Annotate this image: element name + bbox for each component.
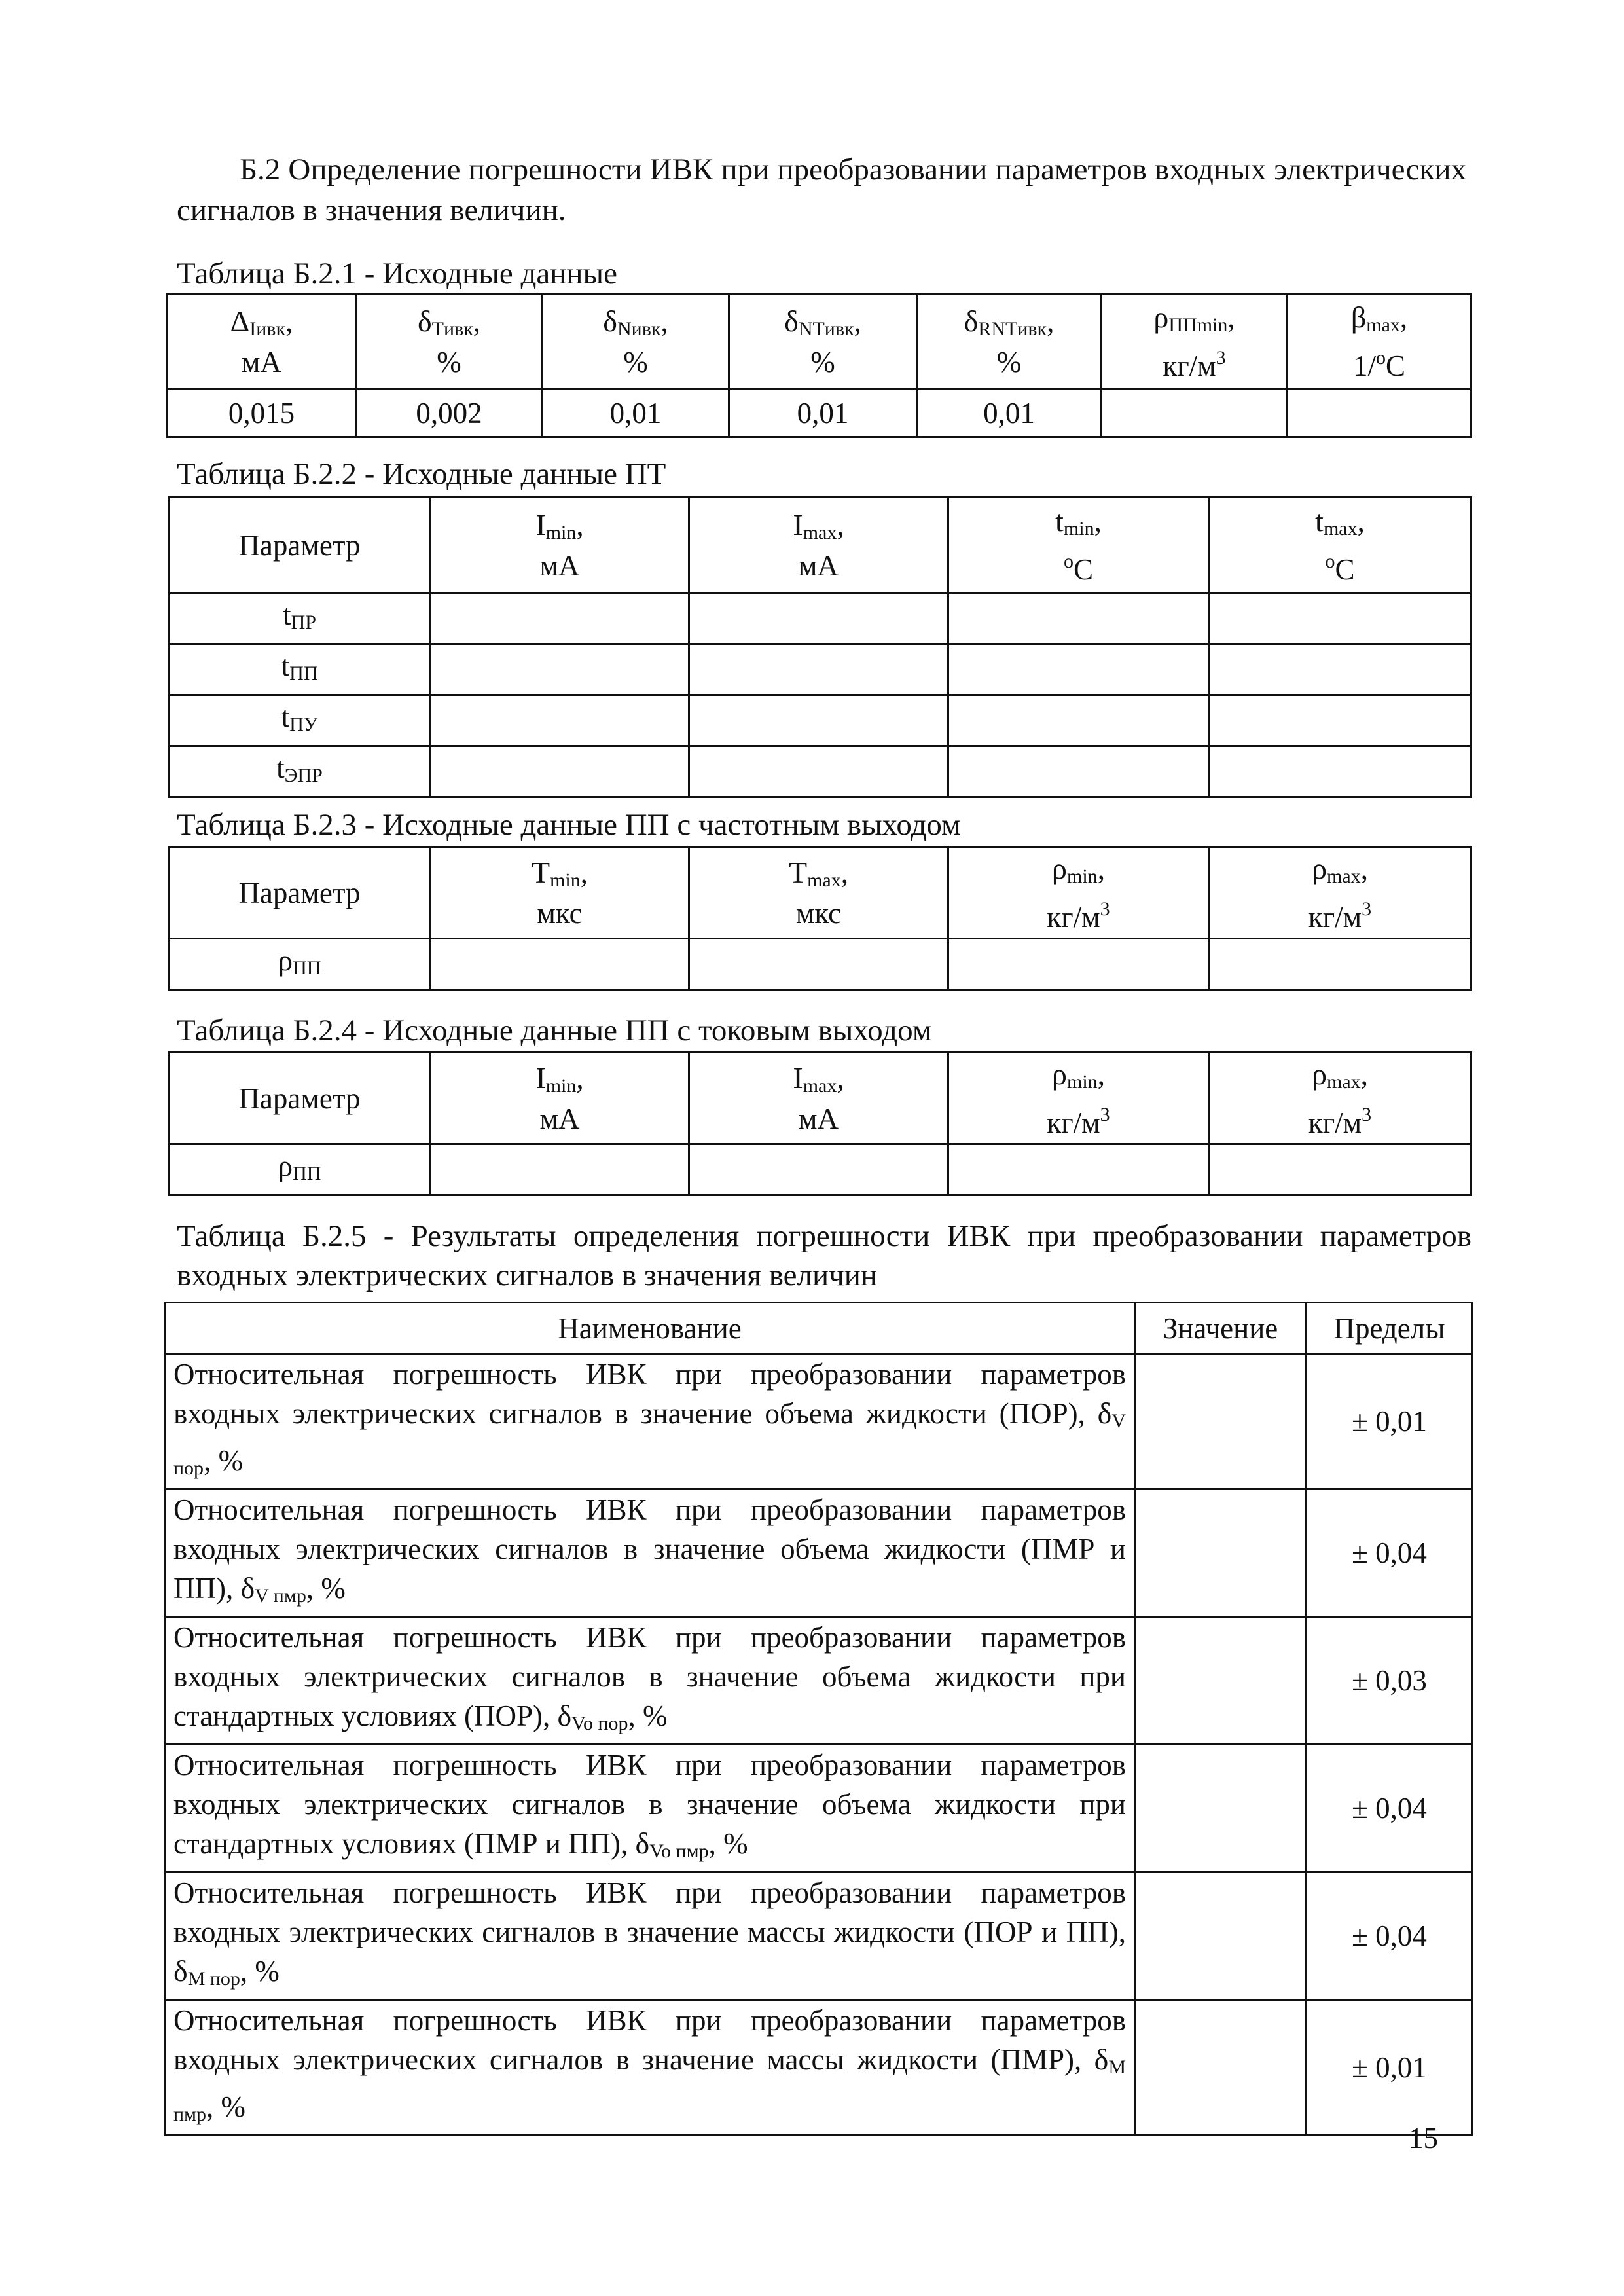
t1-header-unit: [1292, 342, 1466, 382]
t3-row: [169, 939, 1471, 990]
t2-header-unit: [1214, 545, 1466, 586]
parameter-symbol: ρ: [278, 943, 293, 977]
t1-header-symbol: [547, 305, 724, 346]
t5-row-value: [1135, 1745, 1307, 1872]
parameter-subscript: ПР: [291, 611, 316, 633]
t5-row: [165, 1745, 1473, 1872]
t5-row-tail: , %: [306, 1572, 346, 1605]
t2-header-1: [689, 498, 948, 593]
t3-row-parameter: [169, 939, 431, 990]
t3-header-unit: [435, 897, 684, 930]
t3-empty-cell: [431, 939, 689, 990]
t5-row-name: [165, 1872, 1135, 2000]
symbol-comma: ,: [1097, 1057, 1105, 1091]
t4-header-3: [1209, 1053, 1471, 1144]
t3-header-unit: [694, 897, 943, 930]
symbol: I: [793, 507, 803, 541]
t5-row: [165, 1489, 1473, 1617]
t3-header-3: [1209, 847, 1471, 939]
t4-header-parameter: Параметр: [169, 1053, 431, 1144]
parameter-symbol: t: [281, 649, 290, 682]
t5-row-name: [165, 1354, 1135, 1489]
t5-row-tail: , %: [708, 1827, 748, 1860]
symbol-comma: ,: [837, 508, 844, 541]
t5-row-name: [165, 1617, 1135, 1745]
t3-header-0: [431, 847, 689, 939]
t5-row-symbol: δ: [173, 1954, 188, 1988]
unit: мА: [799, 1102, 839, 1135]
symbol: δ: [417, 304, 432, 338]
t1-value-cell: 0,002: [356, 390, 543, 437]
t2-header-unit: [694, 549, 943, 582]
symbol: T: [531, 855, 550, 889]
symbol: I: [535, 507, 546, 541]
parameter-symbol: t: [281, 700, 290, 733]
symbol: t: [1315, 503, 1324, 538]
unit-superscript: o: [1325, 550, 1335, 572]
unit: мА: [539, 549, 580, 582]
table-b23: [168, 846, 1472, 991]
t5-row-subscript: M пор: [187, 1968, 240, 1990]
t1-value-cell: 0,01: [729, 390, 917, 437]
symbol-comma: ,: [840, 856, 848, 889]
symbol: T: [788, 855, 808, 889]
parameter-subscript: ПП: [293, 957, 321, 979]
symbol-subscript: max: [803, 1074, 837, 1097]
t3-header-unit: [1214, 893, 1466, 934]
t2-row: [169, 593, 1471, 644]
symbol-comma: ,: [285, 305, 293, 338]
symbol-subscript: max: [1327, 865, 1361, 887]
t5-row-name: [165, 1745, 1135, 1872]
symbol-comma: ,: [1047, 305, 1055, 338]
symbol-subscript: max: [1366, 314, 1400, 336]
unit: %: [810, 346, 835, 378]
unit: кг/м: [1163, 350, 1216, 382]
t5-row-symbol: δ: [1094, 2043, 1109, 2076]
t3-header-parameter: Параметр: [169, 847, 431, 939]
t4-header-symbol: [1214, 1058, 1466, 1099]
t1-header-1: [356, 295, 543, 390]
unit-superscript: o: [1376, 347, 1386, 369]
symbol-subscript: Nивк: [617, 318, 661, 340]
t4-header-unit: [953, 1099, 1204, 1139]
t2-row: [169, 695, 1471, 746]
unit: мА: [242, 346, 281, 378]
symbol-comma: ,: [660, 305, 668, 338]
t1-header-5: [1102, 295, 1288, 390]
t2-header-unit: [435, 549, 684, 582]
t3-header-1: [689, 847, 948, 939]
unit: %: [996, 346, 1022, 378]
t5-row-subscript: V пор: [173, 1410, 1126, 1479]
unit: 1/: [1352, 350, 1376, 382]
symbol: δ: [784, 304, 799, 338]
t2-empty-cell: [689, 593, 948, 644]
t5-row-value: [1135, 1489, 1307, 1617]
symbol-subscript: max: [1327, 1070, 1361, 1093]
symbol-subscript: min: [1067, 865, 1098, 887]
t5-row-subscript: Vo пор: [571, 1713, 628, 1734]
t1-value-cell: 0,01: [543, 390, 729, 437]
symbol: ρ: [1052, 851, 1068, 885]
unit-superscript: o: [1063, 550, 1074, 572]
t2-empty-cell: [948, 644, 1209, 695]
unit: кг/м: [1047, 1106, 1100, 1139]
t5-row-value: [1135, 1354, 1307, 1489]
table-b25: [164, 1302, 1473, 2136]
symbol: δ: [964, 304, 979, 338]
t1-header-symbol: [1292, 301, 1466, 342]
t5-row-tail: , %: [206, 2090, 246, 2123]
unit: %: [437, 346, 461, 378]
t1-value-cell: [1288, 390, 1471, 437]
t4-header-symbol: [435, 1062, 684, 1102]
table-b24-caption: Таблица Б.2.4 - Исходные данные ПП с токовым выходом: [177, 1013, 932, 1048]
page-number: 15: [1409, 2122, 1438, 2155]
t3-header-unit: [953, 893, 1204, 934]
t5-row-text: Относительная погрешность ИВК при преобразовании параметров входных электрических сигналов в значение массы жидкости (ПМР),: [173, 2004, 1126, 2076]
symbol-subscript: max: [807, 869, 841, 891]
unit-tail: C: [1386, 350, 1406, 382]
t1-header-unit: [172, 346, 351, 378]
t4-header-2: [948, 1053, 1209, 1144]
t2-empty-cell: [689, 746, 948, 797]
t1-header-symbol: [172, 305, 351, 346]
symbol: Δ: [230, 304, 250, 338]
t2-empty-cell: [431, 746, 689, 797]
t5-row-tail: , %: [240, 1955, 280, 1988]
table-b24: [168, 1051, 1472, 1196]
parameter-subscript: ПП: [289, 662, 318, 684]
table-b22-caption: Таблица Б.2.2 - Исходные данные ПТ: [177, 457, 666, 491]
symbol-comma: ,: [1097, 852, 1105, 885]
t4-header-symbol: [953, 1058, 1204, 1099]
t1-header-symbol: [922, 305, 1096, 346]
t5-header-name: Наименование: [165, 1303, 1135, 1354]
unit: мкс: [795, 896, 842, 930]
unit-superscript: 3: [1216, 347, 1226, 369]
t5-row-subscript: V пмр: [255, 1585, 306, 1607]
symbol-comma: ,: [576, 1061, 584, 1095]
t2-empty-cell: [1209, 644, 1471, 695]
t5-row-limit: ± 0,03: [1307, 1617, 1473, 1745]
t5-row-value: [1135, 1872, 1307, 2000]
t5-row-symbol: δ: [635, 1827, 650, 1860]
t2-row-parameter: [169, 746, 431, 797]
t1-header-symbol: [361, 305, 537, 346]
t5-row-value: [1135, 1617, 1307, 1745]
t2-empty-cell: [948, 746, 1209, 797]
unit-tail: C: [1335, 553, 1355, 586]
t2-header-parameter: Параметр: [169, 498, 431, 593]
t4-header-unit: [1214, 1099, 1466, 1139]
t5-row-limit: ± 0,04: [1307, 1872, 1473, 2000]
unit: кг/м: [1047, 900, 1100, 934]
t4-header-0: [431, 1053, 689, 1144]
t2-header-symbol: [694, 509, 943, 549]
t2-header-symbol: [953, 505, 1204, 545]
t2-empty-cell: [689, 695, 948, 746]
t2-empty-cell: [948, 695, 1209, 746]
symbol-subscript: min: [550, 869, 581, 891]
t5-header-value: Значение: [1135, 1303, 1307, 1354]
t5-row-limit: ± 0,01: [1307, 2000, 1473, 2136]
t1-header-unit: [1106, 342, 1282, 382]
symbol-comma: ,: [1094, 504, 1102, 538]
t5-row-subscript: M пмр: [173, 2056, 1126, 2125]
t2-row-parameter: [169, 695, 431, 746]
symbol-comma: ,: [1360, 852, 1368, 885]
t1-value-cell: 0,01: [917, 390, 1102, 437]
t1-header-2: [543, 295, 729, 390]
t1-header-unit: [734, 346, 912, 378]
symbol-subscript: Tивк: [431, 318, 473, 340]
unit: мкс: [537, 896, 583, 930]
t3-header-symbol: [953, 852, 1204, 893]
t2-empty-cell: [948, 593, 1209, 644]
t5-row: [165, 1617, 1473, 1745]
symbol-comma: ,: [837, 1061, 844, 1095]
symbol-comma: ,: [1360, 1057, 1368, 1091]
symbol-subscript: ППmin: [1168, 314, 1228, 336]
t5-row-limit: ± 0,04: [1307, 1489, 1473, 1617]
symbol-comma: ,: [1227, 301, 1235, 334]
t2-row-parameter: [169, 644, 431, 695]
parameter-subscript: ЭПР: [284, 764, 323, 786]
t1-header-symbol: [1106, 301, 1282, 342]
table-b21: [166, 293, 1472, 438]
t5-header-limits: Пределы: [1307, 1303, 1473, 1354]
unit: мА: [539, 1102, 580, 1135]
t4-empty-cell: [689, 1144, 948, 1195]
symbol: I: [535, 1061, 546, 1095]
t3-empty-cell: [948, 939, 1209, 990]
symbol-subscript: NTивк: [798, 318, 854, 340]
symbol-comma: ,: [576, 508, 584, 541]
symbol-subscript: min: [1063, 517, 1094, 539]
t2-empty-cell: [689, 644, 948, 695]
symbol-subscript: max: [1323, 517, 1358, 539]
t5-row-tail: , %: [204, 1444, 244, 1477]
t4-empty-cell: [948, 1144, 1209, 1195]
unit: кг/м: [1308, 1106, 1362, 1139]
symbol-comma: ,: [580, 856, 588, 889]
t2-header-2: [948, 498, 1209, 593]
t2-empty-cell: [431, 644, 689, 695]
t4-row: [169, 1144, 1471, 1195]
t3-empty-cell: [1209, 939, 1471, 990]
symbol-subscript: RNTивк: [978, 318, 1047, 340]
t3-header-symbol: [694, 856, 943, 897]
section-heading: Б.2 Определение погрешности ИВК при преобразовании параметров входных электрических сигналов в значения величин.: [177, 153, 1466, 227]
t4-empty-cell: [1209, 1144, 1471, 1195]
t4-header-1: [689, 1053, 948, 1144]
t1-header-unit: [922, 346, 1096, 378]
t4-header-unit: [694, 1102, 943, 1135]
t2-empty-cell: [1209, 746, 1471, 797]
table-b22: [168, 496, 1472, 798]
t3-header-2: [948, 847, 1209, 939]
t5-row-value: [1135, 2000, 1307, 2136]
unit-superscript: 3: [1362, 1103, 1372, 1125]
symbol: ρ: [1052, 1057, 1068, 1091]
unit: %: [623, 346, 648, 378]
t1-header-0: [168, 295, 356, 390]
symbol-subscript: Iивк: [249, 318, 286, 340]
symbol-subscript: min: [545, 1074, 577, 1097]
symbol-comma: ,: [1399, 301, 1408, 334]
t2-header-symbol: [435, 509, 684, 549]
table-b23-caption: Таблица Б.2.3 - Исходные данные ПП с частотным выходом: [177, 808, 961, 842]
t5-row-limit: ± 0,04: [1307, 1745, 1473, 1872]
t2-header-unit: [953, 545, 1204, 586]
symbol-comma: ,: [1357, 504, 1365, 538]
t5-row-symbol: δ: [1097, 1396, 1112, 1430]
t2-empty-cell: [431, 695, 689, 746]
t5-row-text: Относительная погрешность ИВК при преобразовании параметров входных электрических сигналов в значение объема жидкости (ПОР),: [173, 1358, 1126, 1430]
t3-header-symbol: [1214, 852, 1466, 893]
unit-tail: C: [1073, 553, 1093, 586]
parameter-subscript: ПУ: [289, 713, 318, 735]
t1-header-4: [917, 295, 1102, 390]
parameter-symbol: t: [276, 751, 285, 784]
t1-value-cell: [1102, 390, 1288, 437]
unit-superscript: 3: [1100, 898, 1110, 920]
t2-header-0: [431, 498, 689, 593]
t1-value-cell: 0,015: [168, 390, 356, 437]
t5-row-symbol: δ: [240, 1571, 255, 1605]
symbol: ρ: [1153, 301, 1169, 334]
symbol-subscript: min: [545, 521, 577, 543]
unit-superscript: 3: [1100, 1103, 1110, 1125]
symbol: I: [793, 1061, 803, 1095]
unit-superscript: 3: [1362, 898, 1372, 920]
t5-row: [165, 2000, 1473, 2136]
t2-header-symbol: [1214, 505, 1466, 545]
symbol: δ: [603, 304, 617, 338]
t5-row: [165, 1354, 1473, 1489]
t2-row: [169, 644, 1471, 695]
t2-row: [169, 746, 1471, 797]
t5-row-text: Относительная погрешность ИВК при преобразовании параметров входных электрических сигналов в значение объема жидкости (ПМР и ПП),: [173, 1493, 1126, 1605]
t2-header-3: [1209, 498, 1471, 593]
t5-row-name: [165, 2000, 1135, 2136]
t5-row-text: Относительная погрешность ИВК при преобразовании параметров входных электрических сигналов в значение объема жидкости при стандартных условиях (ПМР и ПП),: [173, 1749, 1126, 1860]
t5-row-subscript: Vo пмр: [649, 1840, 709, 1862]
t5-row-text: Относительная погрешность ИВК при преобразовании параметров входных электрических сигналов в значение объема жидкости при стандартных условиях (ПОР),: [173, 1621, 1126, 1732]
t2-row-parameter: [169, 593, 431, 644]
unit: кг/м: [1308, 900, 1362, 934]
t5-row-tail: , %: [628, 1700, 668, 1732]
t2-empty-cell: [1209, 593, 1471, 644]
symbol: t: [1055, 503, 1064, 538]
parameter-subscript: ПП: [293, 1162, 321, 1184]
t4-empty-cell: [431, 1144, 689, 1195]
t4-row-parameter: [169, 1144, 431, 1195]
symbol: β: [1350, 301, 1367, 334]
t4-header-symbol: [694, 1062, 943, 1102]
t5-row-text: Относительная погрешность ИВК при преобразовании параметров входных электрических сигналов в значение массы жидкости (ПОР и ПП),: [173, 1876, 1126, 1948]
t1-header-symbol: [734, 305, 912, 346]
t3-empty-cell: [689, 939, 948, 990]
t2-empty-cell: [431, 593, 689, 644]
t3-header-symbol: [435, 856, 684, 897]
t4-header-unit: [435, 1102, 684, 1135]
symbol-subscript: max: [803, 521, 837, 543]
symbol-subscript: min: [1067, 1070, 1098, 1093]
symbol: ρ: [1312, 851, 1327, 885]
t1-header-unit: [361, 346, 537, 378]
parameter-symbol: t: [283, 598, 291, 631]
t5-row-limit: ± 0,01: [1307, 1354, 1473, 1489]
symbol-comma: ,: [854, 305, 861, 338]
t1-header-3: [729, 295, 917, 390]
t1-header-6: [1288, 295, 1471, 390]
t1-header-unit: [547, 346, 724, 378]
t5-row-symbol: δ: [557, 1699, 572, 1732]
symbol: ρ: [1312, 1057, 1327, 1091]
table-b21-caption: Таблица Б.2.1 - Исходные данные: [177, 257, 617, 291]
t5-row-name: [165, 1489, 1135, 1617]
t2-empty-cell: [1209, 695, 1471, 746]
t5-row: [165, 1872, 1473, 2000]
unit: мА: [799, 549, 839, 582]
parameter-symbol: ρ: [278, 1149, 293, 1182]
table-b25-caption: Таблица Б.2.5 - Результаты определения погрешности ИВК при преобразовании параметров входных электрических сигналов в значения величин: [177, 1219, 1471, 1292]
symbol-comma: ,: [473, 305, 481, 338]
